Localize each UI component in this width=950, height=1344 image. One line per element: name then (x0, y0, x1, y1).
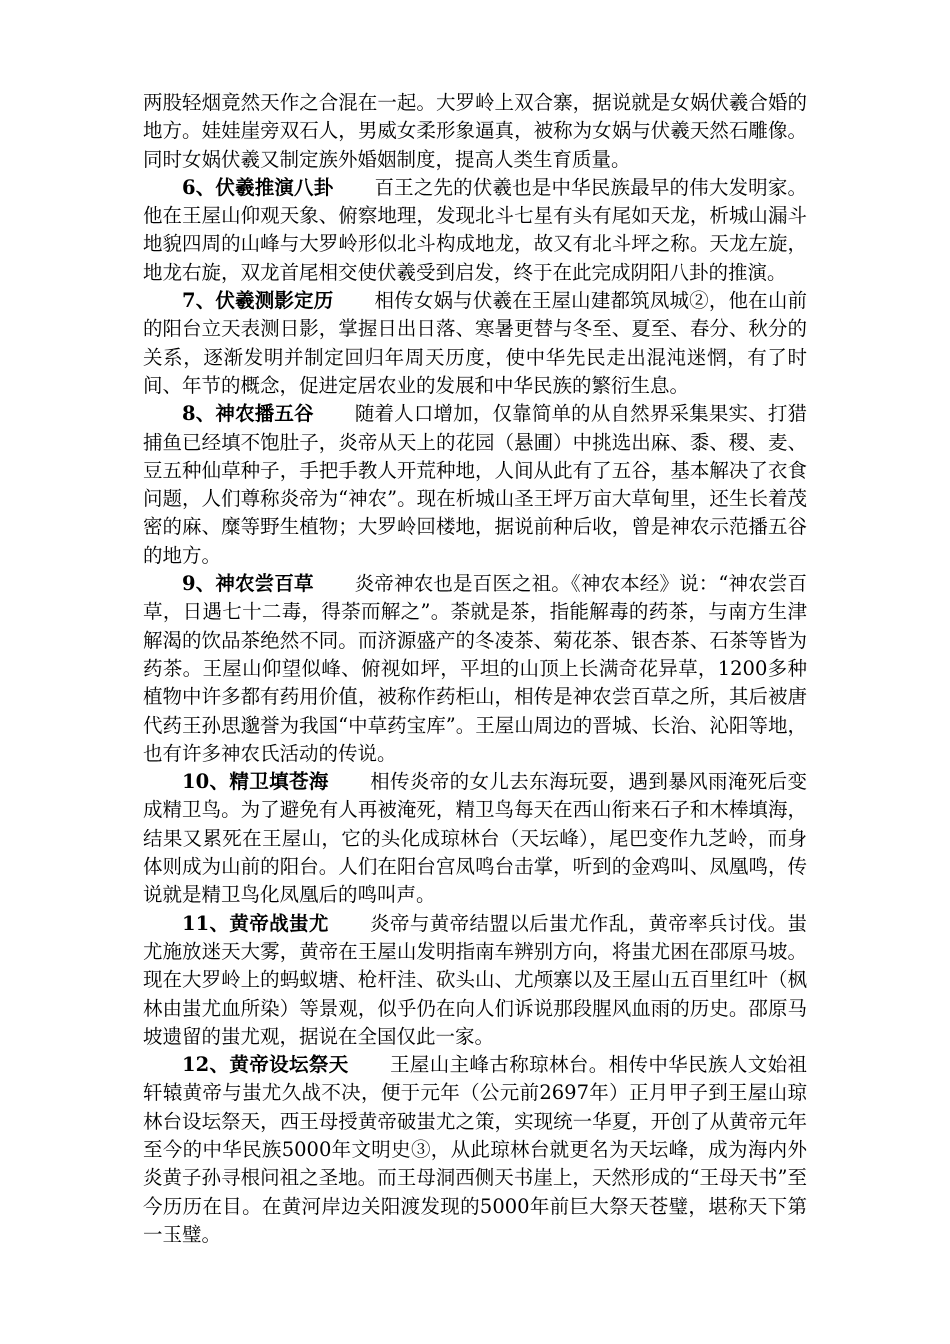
paragraph-intro (143, 89, 807, 174)
section-heading: 10、精卫填苍海 (182, 770, 329, 794)
section-heading: 11、黄帝战蚩尤 (182, 911, 329, 935)
paragraph-text: 炎帝与黄帝结盟以后蚩尤作乱，黄帝率兵讨伐。蚩尤施放迷天大雾，黄帝在王屋山发明指南车辨别方向，将蚩尤困在邵原马坡。现在大罗岭上的蚂蚁塘、枪杆洼、砍头山、尤颅寨以及王屋山五百里红叶（枫林由蚩尤血所染）等景观，似乎仍在向人们诉说那段腥风血雨的历史。邵原马坡遗留的蚩尤观，据说在全国仅此一家。 (143, 911, 807, 1048)
document-page (143, 89, 807, 1249)
paragraph-shennong-grains (143, 400, 807, 570)
paragraph-text: 王屋山主峰古称琼林台。相传中华民族人文始祖轩辕黄帝与蚩尤久战不决，便于元年（公元前2697年）正月甲子到王屋山琼林台设坛祭天，西王母授黄帝破蚩尤之策，实现统一华夏，开创了从黄帝元年至今的中华民族5000年文明史③，从此琼林台就更名为天坛峰，成为海内外炎黄子孙寻根问祖之圣地。而王母洞西侧天书崖上，天然形成的“王母天书”至今历历在目。在黄河岸边关阳渡发现的5000年前巨大祭天苍璧，堪称天下第一玉璧。 (143, 1053, 807, 1246)
section-heading: 12、黄帝设坛祭天 (182, 1053, 349, 1077)
paragraph-fuxi-bagua (143, 174, 807, 287)
paragraph-text: 相传女娲与伏羲在王屋山建都筑凤城②，他在山前的阳台立天表测日影，掌握日出日落、寒暑更替与冬至、夏至、春分、秋分的关系，逐渐发明并制定回归年周天历度，使中华先民走出混沌迷惘，有了时间、年节的概念，促进定居农业的发展和中华民族的繁衍生息。 (143, 289, 807, 397)
paragraph-text: 百王之先的伏羲也是中华民族最早的伟大发明家。他在王屋山仰观天象、俯察地理，发现北斗七星有头有尾如天龙，析城山漏斗地貌四周的山峰与大罗岭形似北斗构成地龙，故又有北斗坪之称。天龙左旋，地龙右旋，双龙首尾相交使伏羲受到启发，终于在此完成阴阳八卦的推演。 (143, 175, 807, 284)
paragraph-huangdi-altar (143, 1051, 807, 1249)
paragraph-huangdi-chiyou (143, 910, 807, 1051)
paragraph-jingwei (143, 768, 807, 909)
paragraph-text: 两股轻烟竟然天作之合混在一起。大罗岭上双合寨，据说就是女娲伏羲合婚的地方。娃娃崖旁双石人，男威女柔形象逼真，被称为女娲与伏羲天然石雕像。同时女娲伏羲又制定族外婚姻制度，提高人类生育质量。 (143, 91, 807, 171)
paragraph-shennong-herbs (143, 570, 807, 768)
section-heading: 6、伏羲推演八卦 (182, 175, 334, 199)
paragraph-fuxi-calendar (143, 287, 807, 400)
section-heading: 8、神农播五谷 (182, 402, 314, 426)
paragraph-text: 炎帝神农也是百医之祖。《神农本经》说：“神农尝百草，日遇七十二毒，得荼而解之”。荼就是茶，指能解毒的药茶，与南方生津解渴的饮品茶绝然不同。而济源盛产的冬凌茶、菊花茶、银杏茶、石茶等皆为药茶。王屋山仰望似峰、俯视如坪，平坦的山顶上长满奇花异草，1200多种植物中许多都有药用价值，被称作药柜山，相传是神农尝百草之所，其后被唐代药王孙思邈誉为我国“中草药宝库”。王屋山周边的晋城、长治、沁阳等地，也有许多神农氏活动的传说。 (143, 572, 807, 765)
paragraph-text: 相传炎帝的女儿去东海玩耍，遇到暴风雨淹死后变成精卫鸟。为了避免有人再被淹死，精卫鸟每天在西山衔来石子和木棒填海，结果又累死在王屋山，它的头化成琼林台（天坛峰），尾巴变作九芝岭，而身体则成为山前的阳台。人们在阳台宫凤鸣台击掌，听到的金鸡叫、凤凰鸣，传说就是精卫鸟化凤凰后的鸣叫声。 (143, 770, 807, 907)
section-heading: 9、神农尝百草 (182, 572, 314, 596)
section-heading: 7、伏羲测影定历 (182, 289, 334, 313)
paragraph-text: 随着人口增加，仅靠简单的从自然界采集果实、打猎捕鱼已经填不饱肚子，炎帝从天上的花园（悬圃）中挑选出麻、黍、稷、麦、豆五种仙草种子，手把手教人开荒种地，人间从此有了五谷，基本解决了衣食问题，人们尊称炎帝为“神农”。现在析城山圣王坪万亩大草甸里，还生长着茂密的麻、糜等野生植物；大罗岭回楼地，据说前种后收，曾是神农示范播五谷的地方。 (143, 402, 807, 567)
